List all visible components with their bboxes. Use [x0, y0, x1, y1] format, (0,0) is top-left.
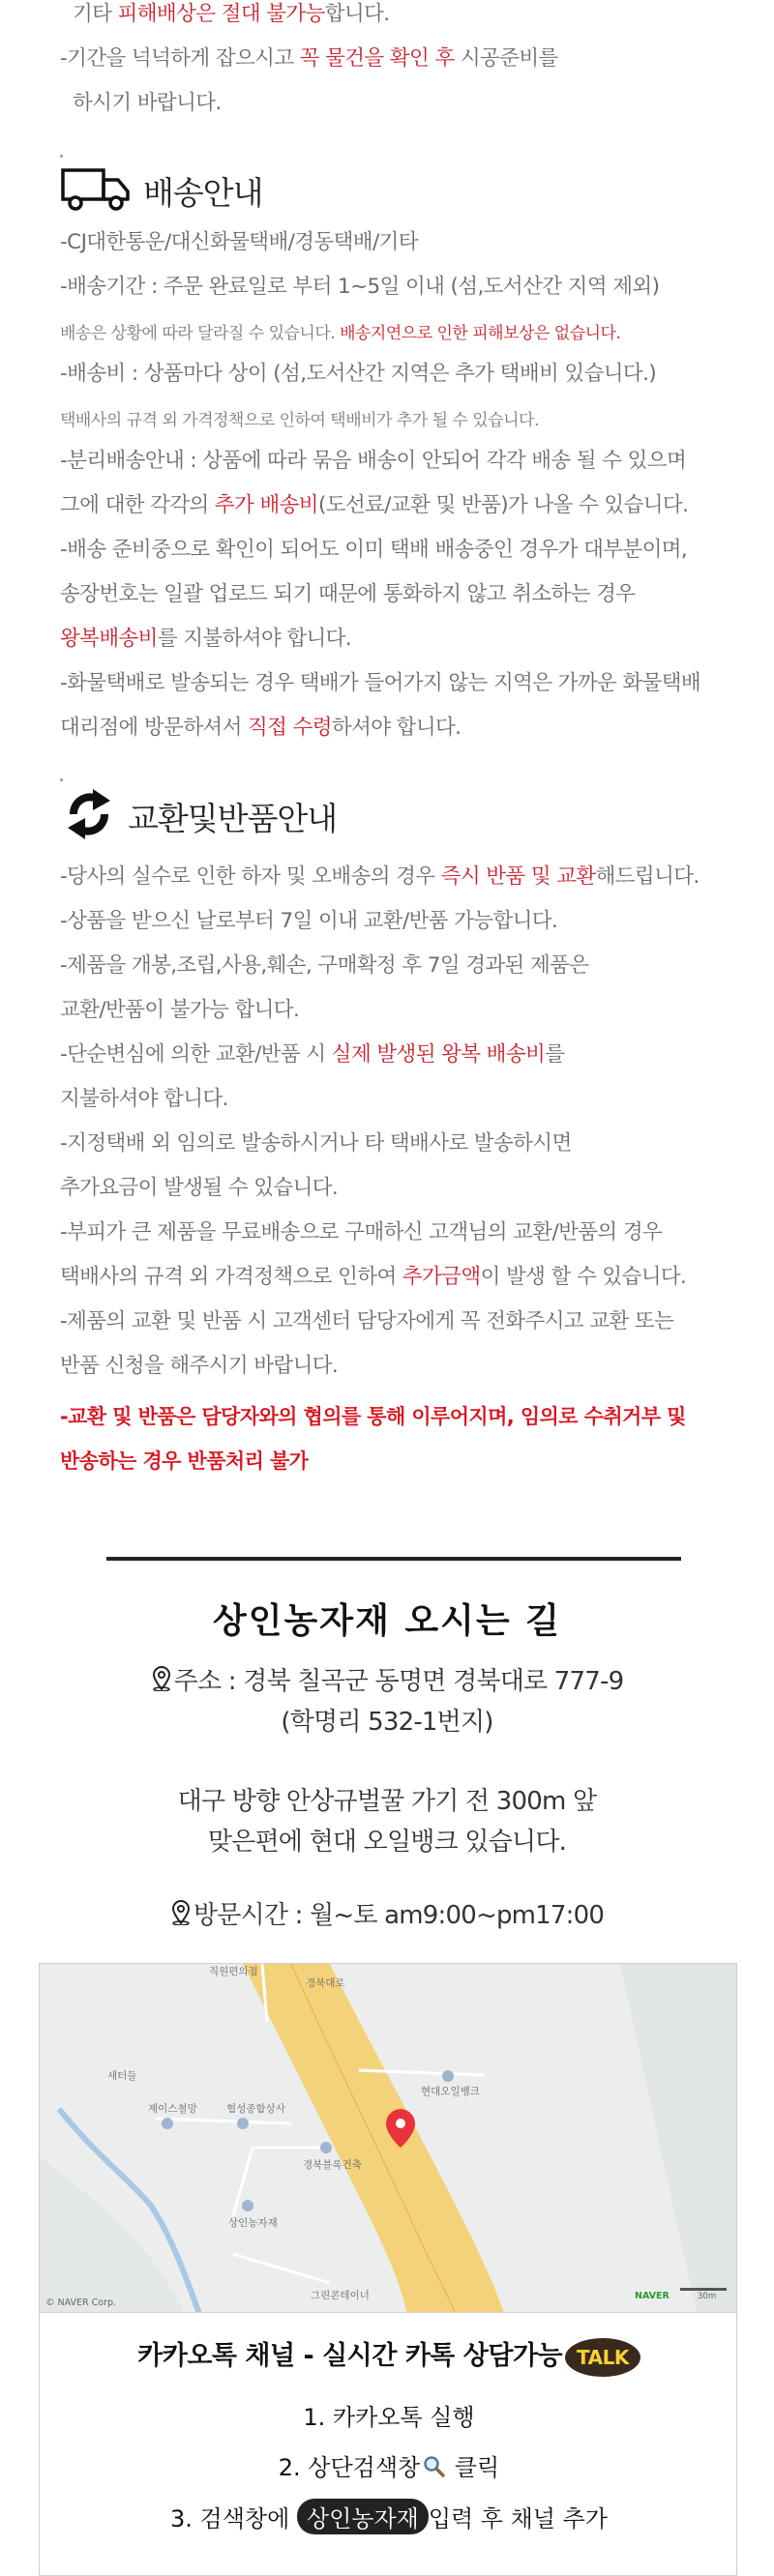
visit-directions: 대구 방향 안상규벌꿀 가기 전 300m 앞: [177, 1787, 597, 1816]
shipping-line: 대리점에 방문하셔서 직접 수령하셔야 합니다.: [60, 716, 461, 740]
map-copyright: © NAVER Corp.: [45, 2298, 117, 2308]
notice-line-3: 하시기 바랍니다.: [73, 91, 222, 115]
map-label: 경북대로: [306, 1977, 345, 1989]
map-label: 직원편의점: [209, 1966, 258, 1977]
exchange-arrows-icon: [60, 785, 118, 847]
exchange-line: -제품을 개봉,조립,사용,훼손, 구매확정 후 7일 경과된 제품은: [60, 953, 589, 978]
kakao-step-1: 1. 카카오톡 실행: [303, 2404, 475, 2431]
exchange-warning-line: -교환 및 반품은 담당자와의 협의를 통해 이루어지며, 임의로 수취거부 및: [60, 1405, 686, 1428]
map-label: 현대오일뱅크: [421, 2086, 480, 2097]
location-pin-icon: [170, 1900, 192, 1932]
kakao-step-3: 3. 검색창에 상인농자재 입력 후 채널 추가: [40, 2499, 738, 2534]
shipping-line: 택배사의 규격 외 가격정책으로 인하여 택배비가 추가 될 수 있습니다.: [60, 411, 539, 430]
map-label: 상인농자재: [228, 2217, 278, 2229]
map-label: 협성종합상사: [226, 2103, 285, 2115]
naver-logo: NAVER: [635, 2291, 670, 2301]
exchange-line: -지정택배 외 임의로 발송하시거나 타 택배사로 발송하시면: [60, 1131, 572, 1156]
exchange-line: -단순변심에 의한 교환/반품 시 실제 발생된 왕복 배송비를: [60, 1042, 565, 1067]
exchange-line: -제품의 교환 및 반품 시 고객센터 담당자에게 꼭 전화주시고 교환 또는: [60, 1309, 674, 1333]
visit-title: 상인농자재 오시는 길: [212, 1601, 562, 1641]
exchange-line: -당사의 실수로 인한 하자 및 오배송의 경우 즉시 반품 및 교환해드립니다.: [60, 864, 700, 889]
kakao-talk-badge: TALK: [565, 2338, 640, 2377]
shipping-line: -화물택배로 발송되는 경우 택배가 들어가지 않는 지역은 가까운 화물택배: [60, 671, 701, 695]
exchange-warning-line: 반송하는 경우 반품처리 불가: [60, 1449, 309, 1473]
notice-line-1: 기타 피해배상은 절대 불가능합니다.: [73, 2, 390, 26]
shipping-line: 그에 대한 각각의 추가 배송비(도선료/교환 및 반품)가 나올 수 있습니다.: [60, 493, 689, 517]
map-label: 제이스철망: [148, 2103, 197, 2115]
shipping-heading: [60, 164, 263, 217]
shipping-line: 왕복배송비를 지불하셔야 합니다.: [60, 627, 352, 651]
location-map[interactable]: [39, 1963, 737, 2313]
visit-directions: 맞은편에 현대 오일뱅크 있습니다.: [207, 1828, 567, 1857]
map-label: 새터들: [107, 2070, 137, 2082]
exchange-line: -상품을 받으신 날로부터 7일 이내 교환/반품 가능합니다.: [60, 909, 558, 933]
map-graphic: [40, 1964, 737, 2313]
search-icon: [422, 2454, 445, 2483]
notice-line-2: -기간을 넉넉하게 잡으시고 꼭 물건을 확인 후 시공준비를: [60, 46, 558, 71]
shipping-line: 송장번호는 일괄 업로드 되기 때문에 통화하지 않고 취소하는 경우: [60, 582, 636, 606]
kakao-step-2: 2. 상단검색창 클릭: [278, 2454, 500, 2481]
kakao-title: 카카오톡 채널 - 실시간 카톡 상담가능 TALK: [40, 2334, 738, 2377]
exchange-line: 반품 신청을 해주시기 바랍니다.: [60, 1354, 339, 1378]
search-keyword-pill: 상인농자재: [297, 2499, 429, 2534]
exchange-line: 추가요금이 발생될 수 있습니다.: [60, 1176, 339, 1200]
shipping-line: 배송은 상황에 따라 달라질 수 있습니다. 배송지연으로 인한 피해보상은 없습니다.: [60, 324, 621, 343]
exchange-line: 지불하셔야 합니다.: [60, 1087, 228, 1111]
exchange-line: 택배사의 규격 외 가격정책으로 인하여 추가금액이 발생 할 수 있습니다.: [60, 1265, 687, 1289]
shipping-line: -분리배송안내 : 상품에 따라 묶음 배송이 안되어 각각 배송 될 수 있으며: [60, 449, 687, 473]
truck-icon: [60, 164, 134, 217]
kakao-channel-box: [39, 2313, 737, 2576]
exchange-heading: [60, 785, 337, 847]
map-label: 그린콘테이너: [311, 2290, 370, 2301]
visit-hours: 방문시간 : 월~토 am9:00~pm17:00: [0, 1895, 774, 1932]
visit-address: 주소 : 경북 칠곡군 동명면 경북대로 777-9: [0, 1661, 774, 1698]
section-divider: [106, 1557, 681, 1561]
shipping-line: -배송 준비중으로 확인이 되어도 이미 택배 배송중인 경우가 대부분이며,: [60, 538, 688, 562]
exchange-title: 교환및반품안내: [128, 799, 338, 837]
map-scale: 30m: [698, 2292, 717, 2301]
location-pin-icon: [151, 1666, 172, 1698]
shipping-line: -배송기간 : 주문 완료일로 부터 1~5일 이내 (섬,도서산간 지역 제외): [60, 275, 660, 299]
shipping-title: 배송안내: [143, 173, 263, 212]
exchange-line: 교환/반품이 불가능 합니다.: [60, 998, 300, 1022]
shipping-line: -배송비 : 상품마다 상이 (섬,도서산간 지역은 추가 택배비 있습니다.): [60, 362, 657, 386]
shipping-line: -CJ대한통운/대신화물택배/경동택배/기타: [60, 230, 418, 254]
map-label: 경북블록건축: [303, 2159, 362, 2171]
exchange-line: -부피가 큰 제품을 무료배송으로 구매하신 고객님의 교환/반품의 경우: [60, 1220, 663, 1244]
visit-address-lot: (학명리 532-1번지): [281, 1708, 493, 1737]
